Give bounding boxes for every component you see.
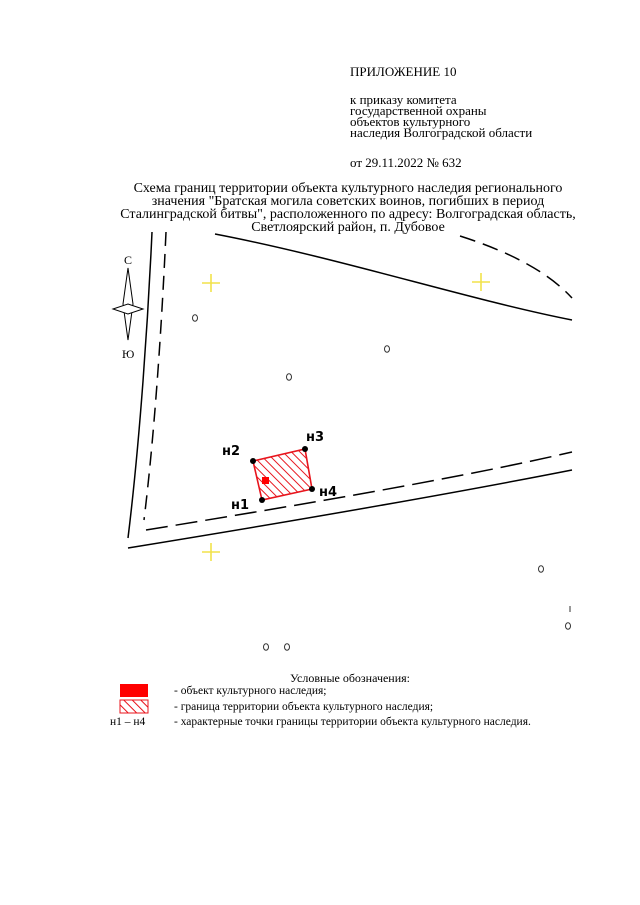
legend-item-text: - граница территории объекта культурного наследия; [174,701,434,713]
road-top-solid [215,234,572,320]
order-line: наследия Волгоградской области [350,125,533,140]
legend-item-points [110,715,610,731]
road-left-dashed [144,232,166,520]
road-left-solid [128,232,152,538]
road-top-dashed [460,236,572,298]
tree-icon [385,346,390,352]
point-label-n3: н3 [306,430,325,445]
scheme-title-line: Схема границ территории объекта культурного наследия регионального [133,181,563,196]
boundary-hatched-area [253,449,312,500]
compass-rose-icon [113,253,143,361]
legend-item-text: - объект культурного наследия; [174,685,327,697]
tree-icon [566,623,571,629]
tree-icon [539,566,544,572]
order-line: объектов культурного [350,114,471,129]
order-date: от 29.11.2022 № 632 [350,155,462,170]
tree-icon [287,374,292,380]
compass-crossbar [113,304,143,314]
cross-marker [202,274,220,292]
legend-red-fill-swatch [120,684,148,697]
boundary-point-n2 [250,458,256,464]
scheme-title-line: значения "Братская могила советских воинов, погибших в период [151,194,545,209]
scheme-title-line: Светлоярский район, п. Дубовое [251,220,445,235]
boundary-point-n3 [302,446,308,452]
legend-title: Условные обозначения: [289,671,411,685]
cross-marker [472,273,490,291]
point-label-n2: н2 [222,444,241,459]
yellow-cross-markers [202,273,490,561]
heritage-territory [222,430,337,513]
legend-item-boundary [110,700,610,716]
compass-north-label: С [124,253,133,267]
compass-south-label: Ю [122,347,135,361]
point-label-n4: н4 [319,485,338,500]
appendix-title: ПРИЛОЖЕНИЕ 10 [350,64,457,79]
point-label-n1: н1 [231,498,250,513]
boundary-point-n1 [259,497,265,503]
boundary-point-n4 [309,486,315,492]
legend-item-object [110,684,610,700]
legend-points-label: н1 – н4 [110,716,146,728]
scheme-title-line: Сталинградской битвы", расположенного по адресу: Волгоградская область, [120,207,576,222]
order-line: к приказу комитета [350,92,457,107]
tree-icon [264,644,269,650]
legend-item-text: - характерные точки границы территории объекта культурного наследия. [174,716,531,728]
heritage-object-marker [262,477,269,484]
order-line: государственной охраны [350,103,487,118]
road-bottom-solid [128,470,572,548]
tree-icon [193,315,198,321]
road-lines [128,232,572,548]
cross-marker [202,543,220,561]
tree-icon [285,644,290,650]
road-bottom-dashed [146,452,572,530]
tree-symbols [193,315,571,650]
